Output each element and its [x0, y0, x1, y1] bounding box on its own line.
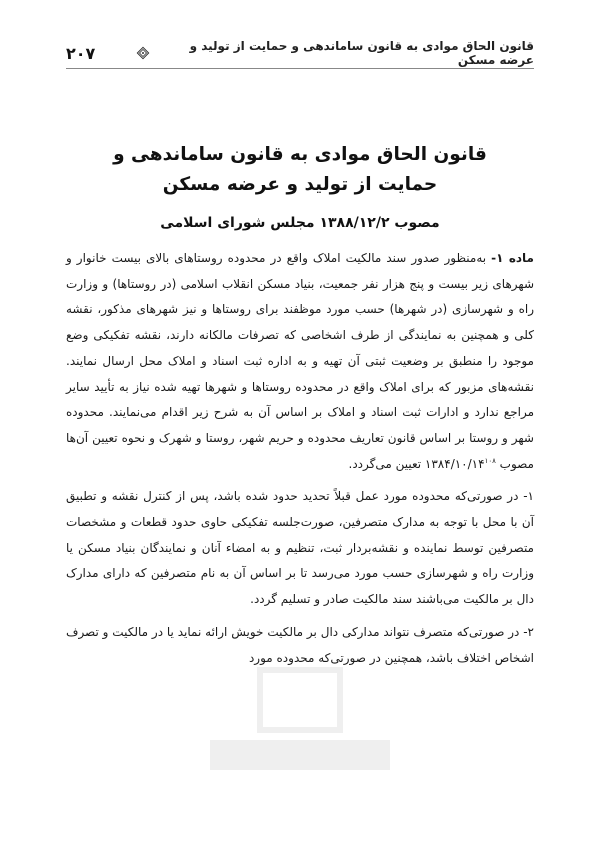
- page-header: [66, 38, 534, 69]
- running-title: قانون الحاق موادی به قانون ساماندهی و حمایت از تولید و عرضه مسکن: [189, 39, 534, 67]
- article-1-text-end: تعیین می‌گردد.: [348, 456, 425, 471]
- body-text: [66, 246, 534, 678]
- law-title-line-1: قانون الحاق موادی به قانون ساماندهی و: [113, 144, 487, 165]
- footnote-reference[interactable]: ۱۰۸: [484, 456, 496, 465]
- law-approval-subtitle: مصوب ۱۳۸۸/۱۲/۲ مجلس شورای اسلامی: [160, 215, 440, 231]
- law-title-block: [40, 140, 560, 234]
- law-title-line-2: حمایت از تولید و عرضه مسکن: [162, 174, 438, 195]
- article-1-text: به‌منظور صدور سند مالکیت املاک واقع در محدوده روستاهای بالای بیست خانوار و شهرهای زیر بیست و پنج هزار نفر جمعیت، بنیاد مسکن انقلاب اسلامی (در روستاها) و وزارت راه و شهرسازی (در شهرها) حسب مورد موظفند برای روستاها و نیز شهرهای مذکور، نقشه کلی و همچنین به نمایندگی از طرف اشخاصی که تصرفات مالکانه دارند، نقشه تفکیکی وضع موجود را منطبق بر وضعیت ثبتی آن تهیه و به اداره ثبت اسناد و املاک محل ارسال نمایند. نقشه‌های مزبور که برای املاک واقع در محدوده روستاها و شهرها تهیه شده نیاز به تأیید سایر مراجع ندارد و ادارات ثبت اسناد و املاک بر اساس آن به شرح زیر اقدام می‌نمایند. محدوده شهر و روستا بر اساس قانون تعاریف محدوده و حریم شهر، روستا و شهرک و نحوه تعیین آن‌ها مصوب ۱۳۸۴/۱۰/۱۴: [66, 251, 534, 471]
- article-1-paragraph: [66, 246, 534, 477]
- ornament-diamond-icon: [135, 45, 151, 61]
- watermark-logo: [190, 660, 410, 800]
- page-number: ۲۰۷: [66, 43, 96, 63]
- clause-1-paragraph: ۱- در صورتی‌که محدوده مورد عمل قبلاً تحدید حدود شده باشد، پس از کنترل نقشه و تطبیق آن با محل با توجه به مدارک متصرفین، صورت‌جلسه تفکیکی حاوی حدود قطعات و مشخصات متصرفین توسط نماینده و نقشه‌بردار ثبت، تنظیم و به امضاء آنان و نمایندگان بنیاد مسکن یا وزارت راه و شهرسازی حسب مورد می‌رسد تا بر اساس آن به نام متصرفین که دارای مدارک دال بر مالکیت می‌باشند سند مالکیت صادر و تسلیم گردد.: [66, 489, 534, 607]
- article-1-label: ماده ۱-: [491, 251, 534, 265]
- clause-2-paragraph: ۲- در صورتی‌که متصرف نتواند مدارکی دال بر مالکیت خویش ارائه نماید یا در مالکیت و تصرف اشخاص اختلاف باشد، همچنین در صورتی‌که محدوده مورد: [66, 624, 534, 665]
